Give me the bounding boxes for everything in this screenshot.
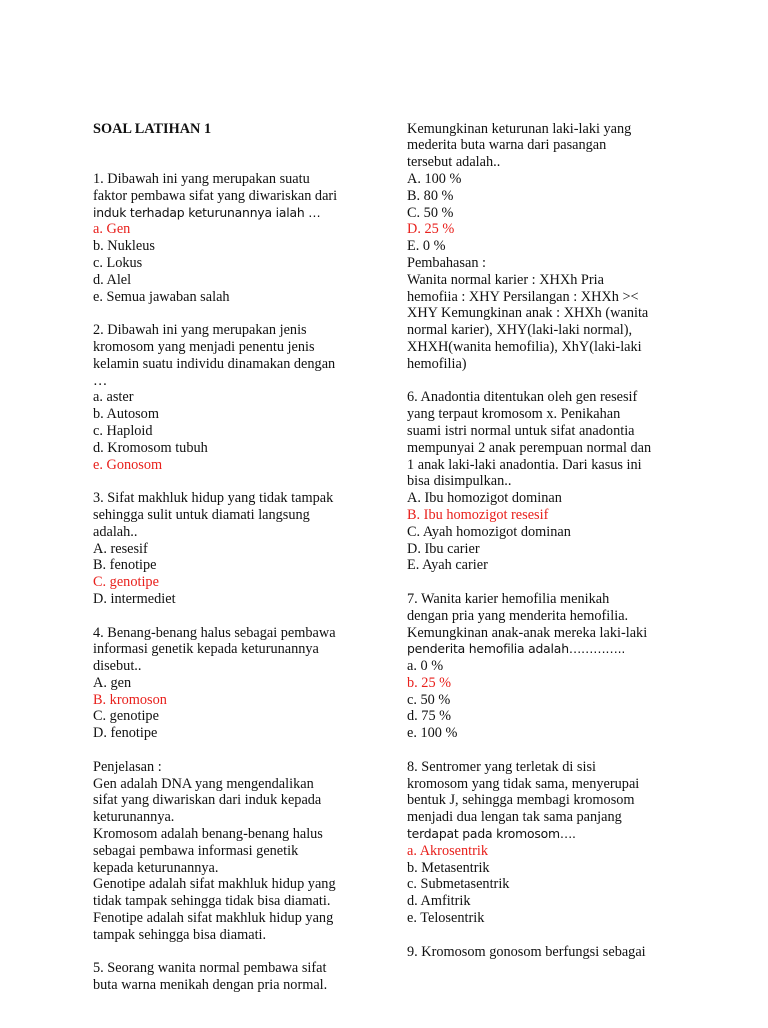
text-line: D. fenotipe [93, 725, 158, 742]
text-line: D. Ibu carier [407, 540, 480, 557]
correct-answer-line: B. kromoson [93, 691, 167, 708]
text-line: mempunyai 2 anak perempuan normal dan [407, 439, 652, 456]
text-line: 1. Dibawah ini yang merupakan suatu [93, 170, 310, 187]
text-line: tersebut adalah.. [407, 154, 501, 171]
text-line: d. Amfitrik [407, 893, 471, 910]
text-line: Kemungkinan keturunan laki-laki yang [407, 120, 632, 137]
text-line: 2. Dibawah ini yang merupakan jenis [93, 322, 307, 339]
text-line: Gen adalah DNA yang mengendalikan [93, 775, 314, 792]
text-line: C. Ayah homozigot dominan [407, 523, 571, 540]
correct-answer-line: e. Gonosom [93, 456, 163, 473]
text-line: faktor pembawa sifat yang diwariskan dari [93, 187, 338, 204]
text-line: a. aster [93, 389, 134, 406]
text-line: A. Ibu homozigot dominan [407, 490, 562, 507]
text-line: A. 100 % [407, 170, 462, 187]
text-line: c. Lokus [93, 254, 143, 271]
text-line: Penjelasan : [93, 758, 162, 775]
text-line: Pembahasan : [407, 254, 487, 271]
text-line: c. Haploid [93, 422, 153, 439]
text-line: tampak sehingga bisa diamati. [93, 926, 267, 943]
text-line: Kemungkinan anak-anak mereka laki-laki [407, 624, 648, 641]
left-column-lines [93, 171, 378, 994]
text-line: B. fenotipe [93, 557, 157, 574]
text-line: kepada keturunannya. [93, 859, 219, 876]
text-line: kelamin suatu individu dinamakan dengan [93, 355, 336, 372]
text-line: E. Ayah carier [407, 557, 488, 574]
document-title: SOAL LATIHAN 1 [93, 120, 212, 137]
text-line: e. 100 % [407, 725, 458, 742]
text-line: 3. Sifat makhluk hidup yang tidak tampak [93, 490, 334, 507]
blank-line [407, 574, 697, 591]
text-line: E. 0 % [407, 238, 446, 255]
text-line: d. Alel [93, 271, 132, 288]
text-line: 4. Benang-benang halus sebagai pembawa [93, 624, 336, 641]
blank-line [93, 742, 378, 759]
text-line: XHY Kemungkinan anak : XHXh (wanita [407, 305, 649, 322]
text-line: c. Submetasentrik [407, 876, 510, 893]
text-line: bentuk J, sehingga membagi kromosom [407, 792, 635, 809]
blank-line [93, 305, 378, 322]
text-line: informasi genetik kepada keturunannya [93, 641, 319, 658]
text-line: 1 anak laki-laki anadontia. Dari kasus ini [407, 456, 642, 473]
text-line: Fenotipe adalah sifat makhluk hidup yang [93, 910, 334, 927]
text-line: keturunannya. [93, 809, 175, 826]
correct-answer-line: b. 25 % [407, 674, 452, 691]
text-line: a. 0 % [407, 658, 444, 675]
text-line: hemofilia) [407, 355, 467, 372]
text-line: A. resesif [93, 540, 148, 557]
text-line: B. 80 % [407, 187, 454, 204]
text-line: b. Autosom [93, 406, 159, 423]
text-line: e. Telosentrik [407, 910, 485, 927]
text-line: terdapat pada kromosom…. [407, 826, 576, 842]
text-line: induk terhadap keturunannya ialah … [93, 204, 321, 220]
text-line: 8. Sentromer yang terletak di sisi [407, 758, 596, 775]
text-line: menjadi dua lengan tak sama panjang [407, 809, 622, 826]
text-line: penderita hemofilia adalah………….. [407, 641, 626, 657]
text-line: buta warna menikah dengan pria normal. [93, 977, 328, 994]
text-line: sebagai pembawa informasi genetik [93, 842, 299, 859]
text-line: 9. Kromosom gonosom berfungsi sebagai [407, 943, 646, 960]
text-line: disebut.. [93, 658, 142, 675]
text-line: XHXH(wanita hemofilia), XhY(laki-laki [407, 338, 642, 355]
correct-answer-line: D. 25 % [407, 221, 455, 238]
text-line: Genotipe adalah sifat makhluk hidup yang [93, 876, 336, 893]
text-line: tidak tampak sehingga tidak bisa diamati. [93, 893, 331, 910]
text-line: b. Nukleus [93, 238, 155, 255]
blank-line [93, 608, 378, 625]
text-line: yang terpaut kromosom x. Penikahan [407, 406, 621, 423]
text-line: Kromosom adalah benang-benang halus [93, 826, 323, 843]
text-line: 7. Wanita karier hemofilia menikah [407, 590, 610, 607]
blank-line [407, 927, 697, 944]
blank-line [407, 373, 697, 390]
left-column [93, 87, 378, 1028]
blank-line [93, 473, 378, 490]
text-line: C. 50 % [407, 204, 454, 221]
text-line: A. gen [93, 674, 132, 691]
text-line: suami istri normal untuk sifat anadontia [407, 422, 635, 439]
correct-answer-line: a. Akrosentrik [407, 842, 488, 859]
right-column-lines [407, 121, 697, 961]
text-line: … [93, 372, 108, 389]
text-line: dengan pria yang menderita hemofilia. [407, 607, 629, 624]
correct-answer-line: B. Ibu homozigot resesif [407, 506, 549, 523]
correct-answer-line: a. Gen [93, 221, 131, 238]
correct-answer-line: C. genotipe [93, 574, 159, 591]
text-line: sehingga sulit untuk diamati langsung [93, 506, 310, 523]
text-line: mederita buta warna dari pasangan [407, 137, 607, 154]
blank-line [93, 944, 378, 961]
text-line: d. 75 % [407, 708, 452, 725]
text-line: normal karier), XHY(laki-laki normal), [407, 322, 633, 339]
text-line: adalah.. [93, 523, 138, 540]
text-line: C. genotipe [93, 708, 159, 725]
text-line: 5. Seorang wanita normal pembawa sifat [93, 960, 327, 977]
text-line: c. 50 % [407, 691, 451, 708]
text-line: D. intermediet [93, 590, 176, 607]
blank-line [407, 742, 697, 759]
text-line: sifat yang diwariskan dari induk kepada [93, 792, 322, 809]
text-line: kromosom yang menjadi penentu jenis [93, 338, 315, 355]
text-line: 6. Anadontia ditentukan oleh gen resesif [407, 389, 638, 406]
text-line: hemofiia : XHY Persilangan : XHXh >< [407, 288, 639, 305]
text-line: d. Kromosom tubuh [93, 439, 208, 456]
text-line: e. Semua jawaban salah [93, 288, 230, 305]
right-column [407, 87, 697, 994]
text-line: Wanita normal karier : XHXh Pria [407, 271, 604, 288]
text-line: bisa disimpulkan.. [407, 473, 512, 490]
text-line: b. Metasentrik [407, 859, 490, 876]
text-line: kromosom yang tidak sama, menyerupai [407, 775, 640, 792]
